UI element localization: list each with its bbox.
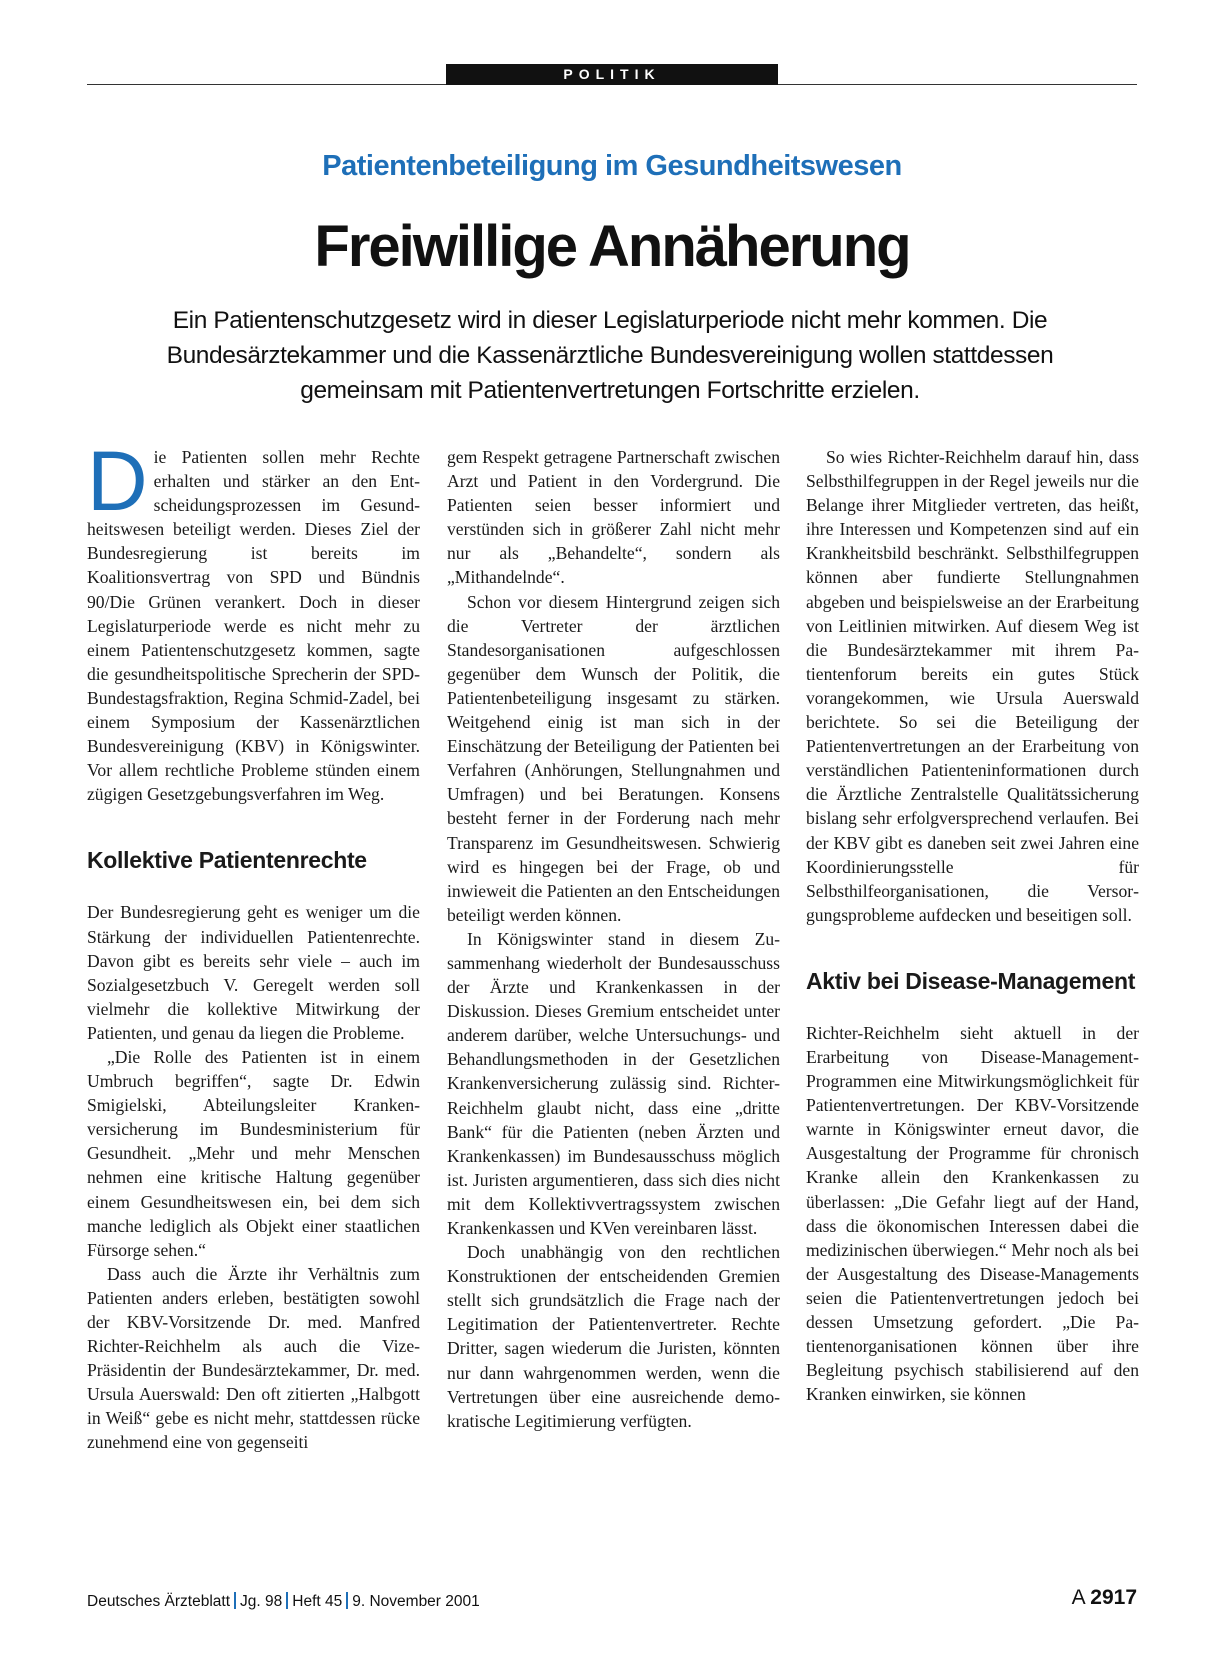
- paragraph-1: [87, 434, 420, 806]
- footer-date: 9. November 2001: [352, 1593, 480, 1610]
- section-label: POLITIK: [446, 64, 778, 85]
- article-headline: Freiwillige Annäherung: [314, 214, 910, 279]
- footer-separator: [286, 1592, 288, 1609]
- footer-volume: Jg. 98: [240, 1593, 283, 1610]
- drop-cap: D: [87, 434, 148, 528]
- text-column-2: [447, 445, 780, 1433]
- paragraph-5: gem Respekt getragene Partnerschaft zwischen Arzt und Patient in den Vordergrund. Die Patienten seien besser informiert und verstünden sich in größerer Zahl nicht mehr nur als „Behandelte“, sondern als „Mithandelnde“.: [447, 447, 780, 588]
- paragraph-6: Schon vor diesem Hintergrund zeigen sich die Vertreter der ärztlichen Standesorganisationen aufgeschlossen gegenüber dem Wunsch der Politik, die Patientenbeteiligung insgesamt zu stärken. Weitgehend einig ist man sich in der Einschätzung der Beteiligung der Patienten bei Verfahren (Anhörungen, Stellungnahmen und Umfragen) und bei Beratungen. Konsens besteht ferner in der Forderung nach mehr Transparenz im Gesundheitswesen. Schwierig wird es hingegen bei der Frage, ob und inwieweit die Patienten an den Entscheidungen beteiligt werden können.: [447, 591, 780, 925]
- subhead-kollektive-patientenrechte: Kollektive Patientenrechte: [87, 847, 367, 874]
- text-column-1: [87, 434, 420, 1455]
- article-overline: Patientenbeteiligung im Gesundheitswesen: [322, 150, 902, 182]
- page-prefix: A: [1071, 1586, 1085, 1609]
- page-footer: [87, 1586, 1137, 1616]
- footer-citation: [87, 1592, 480, 1611]
- paragraph-9: So wies Richter-Reichhelm darauf hin, dass Selbsthilfegruppen in der Regel jeweils nur die Belange ihrer Mitglieder vertreten, das heißt, ihre Interessen und Kompetenzen sind auf ein Krankheitsbild beschränkt. Selbsthilfegruppen können aber fundierte Stellungnahmen abgeben und beispielsweise an der Erarbeitung von Leitlinien mitwirken. Auf diesem Weg ist die Bundesärztekammer mit ihrem Patientenforum bereits ein gutes Stück vorangekommen, wie Ursula Auerswald berichtete. So sei die Beteiligung der Patientenvertretungen an der Erarbeitung von verständlichen Patienteninformationen durch die Ärztliche Zentralstelle Qualitätssicherung bislang sehr erfolgversprechend verlaufen. Bei der KBV gibt es daneben seit zwei Jahren eine Koordinierungsstelle für Selbsthilfeorganisationen, die Versorgungsprobleme aufdecken und beseitigen soll.: [806, 447, 1139, 925]
- footer-journal: Deutsches Ärzteblatt: [87, 1593, 231, 1610]
- article-lead: Ein Patientenschutzgesetz wird in dieser Legislaturperiode nicht mehr kommen. Die Bundesärztekammer und die Kassenärztliche Bundesvereinigung wollen stattdessen gemeinsam mit Patientenvertretungen Fortschritte erzielen.: [166, 307, 1054, 404]
- paragraph-2: Der Bundesregierung geht es weniger um die Stärkung der individuellen Patientenrechte. Davon gibt es bereits sehr viele – auch im Sozialgesetzbuch V. Geregelt werden soll vielmehr die kollektive Mitwirkung der Patienten, und genau da liegen die Probleme.: [87, 902, 420, 1043]
- paragraph-4: Dass auch die Ärzte ihr Verhältnis zum Patienten anders erleben, bestätigten sowohl der KBV-Vorsitzende Dr. med. Manfred Richter-Reichhelm als auch die Vize-Präsidentin der Bundesärztekammer, Dr. med. Ursula Auerswald: Den oft zitierten „Halbgott in Weiß“ gebe es nicht mehr, stattdessen rücke zunehmend eine von gegenseiti: [87, 1263, 420, 1453]
- paragraph-7: In Königswinter stand in diesem Zusammenhang wiederholt der Bundesausschuss der Ärzte und Krankenkassen in der Diskussion. Dieses Gremium entscheidet unter anderem darüber, welche Untersuchungs- und Behandlungsmethoden in der Gesetzlichen Krankenversicherung zulässig sind. Richter-Reichhelm glaubt nicht, dass eine „dritte Bank“ für die Patienten (neben Ärzten und Krankenkassen) im Bundesausschuss möglich ist. Juristen argumentieren, dass sich dies nicht mit dem Kollektivvertragssystem zwischen Krankenkassen und KVen vereinbaren lässt.: [447, 928, 780, 1238]
- paragraph-3: „Die Rolle des Patienten ist in einem Umbruch begriffen“, sagte Dr. Edwin Smigielski, Abteilungsleiter Krankenversicherung im Bundesministerium für Gesundheit. „Mehr und mehr Menschen nehmen eine kritische Haltung gegenüber einem Gesundheitswesen ein, bei dem sich manche lediglich als Objekt einer staatlichen Fürsorge sehen.“: [87, 1046, 420, 1260]
- footer-separator: [346, 1592, 348, 1609]
- footer-separator: [234, 1592, 236, 1609]
- subhead-disease-management: Aktiv bei Disease-Management: [806, 967, 1136, 994]
- footer-page: [1072, 1586, 1137, 1610]
- page-number: 2917: [1090, 1586, 1137, 1609]
- text-column-3: [806, 445, 1139, 1406]
- footer-issue: Heft 45: [292, 1593, 343, 1610]
- paragraph-8: Doch unabhängig von den rechtlichen Konstruktionen der entscheidenden Gremien stellt sich grundsätzlich die Frage nach der Legitimation der Patientenvertreter. Rechte Dritter, sagen wiederum die Juristen, könnten nur dann wahrgenommen werden, wenn die Vertretungen über eine ausreichende demokratische Legitimierung verfügten.: [447, 1242, 780, 1431]
- paragraph-10: Richter-Reichhelm sieht aktuell in der Erarbeitung von Disease-Management-Programmen eine Mitwirkungsmöglichkeit für Patientenvertretungen. Der KBV-Vorsitzende warnte in Königswinter erneut davor, die Ausgestaltung der Programme für chronisch Kranke allein den Krankenkassen zu überlassen: „Die Gefahr liegt auf der Hand, dass die ökonomischen Interessen dabei die medizinischen überwiegen.“ Mehr noch als bei der Ausgestaltung des Disease-Managements seien die Patientenvertretungen jedoch bei dessen Umsetzung gefordert. „Die Patientenorganisationen können über ihre Begleitung psychisch stabilisierend auf den Kranken einwirken, sie können: [806, 1022, 1139, 1405]
- paragraph-1-text: ie Patienten sollen mehr Rechte erhalten und stärker an den Entscheidungsprozessen im Gesundheitswesen beteiligt werden. Dieses Ziel der Bundesregierung ist bereits im Koalitionsvertrag von SPD und Bündnis 90/Die Grünen verankert. Doch in dieser Legislaturperiode werde es nicht mehr zu einem Patientenschutzgesetz kommen, sagte die gesundheitspolitische Sprecherin der SPD-Bundestagsfraktion, Regina Schmid-Zadel, bei einem Symposium der Kassenärztlichen Bundesvereinigung (KBV) in Königswinter. Vor allem rechtliche Probleme stünden einem zügigen Gesetzgebungsverfahren im Weg.: [87, 447, 420, 805]
